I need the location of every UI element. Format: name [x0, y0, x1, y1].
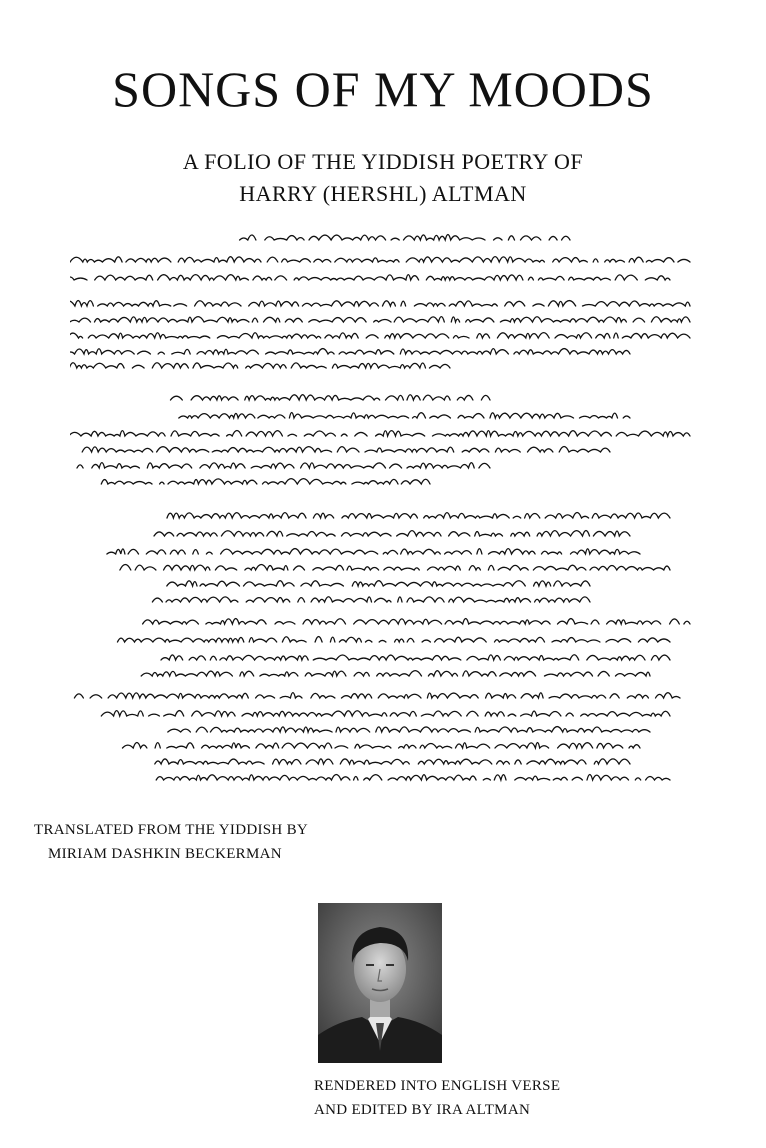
manuscript-handwriting-line: [101, 711, 670, 716]
manuscript-handwriting-line: [152, 597, 590, 602]
manuscript-handwriting-line: [168, 727, 650, 732]
manuscript-handwriting-line: [240, 235, 570, 240]
manuscript-handwriting-line: [101, 479, 430, 484]
manuscript-handwriting-line: [141, 671, 650, 676]
manuscript-handwriting-line: [120, 565, 670, 571]
manuscript-handwriting-line: [70, 275, 670, 280]
manuscript-handwriting-line: [70, 431, 690, 437]
manuscript-handwriting-line: [70, 257, 690, 262]
translator-credit-line-1: TRANSLATED FROM THE YIDDISH BY: [34, 822, 309, 838]
book-title: SONGS OF MY MOODS: [112, 61, 654, 117]
manuscript-handwriting-line: [150, 531, 630, 536]
editor-credit-line-2: AND EDITED BY IRA ALTMAN: [314, 1102, 531, 1118]
manuscript-handwriting-line: [77, 463, 490, 468]
manuscript-handwriting-line: [156, 655, 670, 660]
manuscript-handwriting-line: [70, 349, 630, 354]
manuscript-handwriting-line: [156, 775, 670, 781]
manuscript-handwriting-line: [70, 333, 690, 338]
manuscript-handwriting-line: [171, 395, 490, 400]
subtitle-line-2: HARRY (HERSHL) ALTMAN: [239, 181, 527, 206]
manuscript-handwriting-line: [82, 447, 610, 453]
author-portrait-photo: [318, 903, 442, 1063]
editor-credit-line-1: RENDERED INTO ENGLISH VERSE: [314, 1078, 561, 1094]
manuscript-handwriting-line: [155, 759, 630, 764]
manuscript-handwriting-line: [70, 317, 690, 322]
handwritten-manuscript-image: [70, 228, 700, 790]
manuscript-handwriting-line: [167, 581, 590, 586]
book-subtitle: [0, 146, 766, 210]
manuscript-handwriting-line: [137, 619, 690, 624]
translator-credit-line-2: MIRIAM DASHKIN BECKERMAN: [48, 846, 282, 862]
manuscript-handwriting-line: [118, 637, 671, 642]
manuscript-handwriting-line: [167, 513, 670, 519]
manuscript-handwriting-line: [100, 549, 640, 554]
manuscript-handwriting-line: [70, 301, 690, 306]
manuscript-handwriting-line: [179, 413, 630, 418]
translator-credit: [34, 818, 308, 866]
manuscript-handwriting-line: [70, 693, 680, 698]
manuscript-handwriting-line: [122, 743, 640, 749]
subtitle-line-1: A FOLIO OF THE YIDDISH POETRY OF: [182, 149, 584, 174]
editor-credit: [314, 1074, 560, 1122]
manuscript-handwriting-line: [70, 363, 450, 368]
